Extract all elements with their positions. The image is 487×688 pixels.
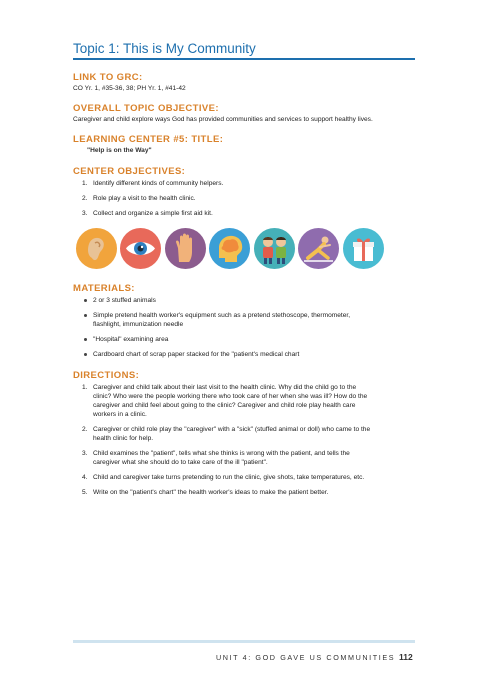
bullet-icon (84, 314, 87, 317)
learning-center-heading: LEARNING CENTER #5: TITLE: (73, 134, 224, 145)
children-icon (254, 228, 295, 269)
link-text: CO Yr. 1, #35-36, 38; PH Yr. 1, #41-42 (73, 85, 186, 92)
list-item: 3. Collect and organize a simple first aid kit. (82, 210, 213, 217)
bullet-icon (84, 338, 87, 341)
list-item: "Hospital" examining area (80, 335, 415, 344)
directions-list (80, 383, 415, 497)
hand-icon (165, 228, 206, 269)
bullet-icon (84, 353, 87, 356)
ear-icon (76, 228, 117, 269)
list-item: 2 or 3 stuffed animals (80, 296, 415, 305)
list-item: Cardboard chart of scrap paper stacked for the "patient's medical chart (80, 350, 415, 359)
materials-list (80, 296, 415, 359)
senses-icon-row (76, 228, 416, 270)
exercise-icon (298, 228, 339, 269)
directions-heading: DIRECTIONS: (73, 370, 140, 381)
list-item: 2. Caregiver or child role play the "caregiver" with a "sick" (stuffed animal or doll) who came to the health clinic for help. (82, 426, 371, 442)
materials-heading: MATERIALS: (73, 283, 135, 294)
center-objectives-heading: CENTER OBJECTIVES: (73, 166, 186, 177)
footer-unit-title: UNIT 4: GOD GAVE US COMMUNITIES (216, 653, 396, 662)
eye-icon (120, 228, 161, 269)
brain-icon (209, 228, 250, 269)
gift-icon (343, 228, 384, 269)
center-objectives-list (80, 179, 415, 218)
list-item: 4. Child and caregiver take turns pretending to run the clinic, give shots, take temperatures, etc. (82, 474, 365, 481)
bullet-icon (84, 299, 87, 302)
link-heading: LINK TO GRC: (73, 72, 143, 83)
list-item: 1. Caregiver and child talk about their last visit to the health clinic. Why did the child go to the clinic? Who were the people working there who took care of her when she was ill? How do the caregiver and child feel about going to the clinic? Caregiver and child role play health care workers in a clinic. (82, 384, 368, 418)
learning-center-title: "Help is on the Way" (87, 147, 152, 154)
list-item: 3. Child examines the "patient", tells what she thinks is wrong with the patient, and tells the caregiver what she should do to take care of the ill "patient". (82, 450, 350, 466)
objective-text: Caregiver and child explore ways God has provided communities and services to support healthy lives. (73, 116, 373, 123)
list-item: Simple pretend health worker's equipment such as a pretend stethoscope, thermometer, flashlight, immunization needle (80, 311, 415, 329)
list-item: 1. Identify different kinds of community helpers. (82, 180, 224, 187)
page-number: 112 (399, 652, 413, 662)
objective-heading: OVERALL TOPIC OBJECTIVE: (73, 103, 219, 114)
list-item: 2. Role play a visit to the health clinic. (82, 195, 196, 202)
list-item: 5. Write on the "patient's chart" the health worker's ideas to make the patient better. (82, 489, 329, 496)
page-title: Topic 1: This is My Community (73, 41, 256, 56)
footer-divider (73, 640, 415, 643)
title-divider (73, 58, 415, 60)
